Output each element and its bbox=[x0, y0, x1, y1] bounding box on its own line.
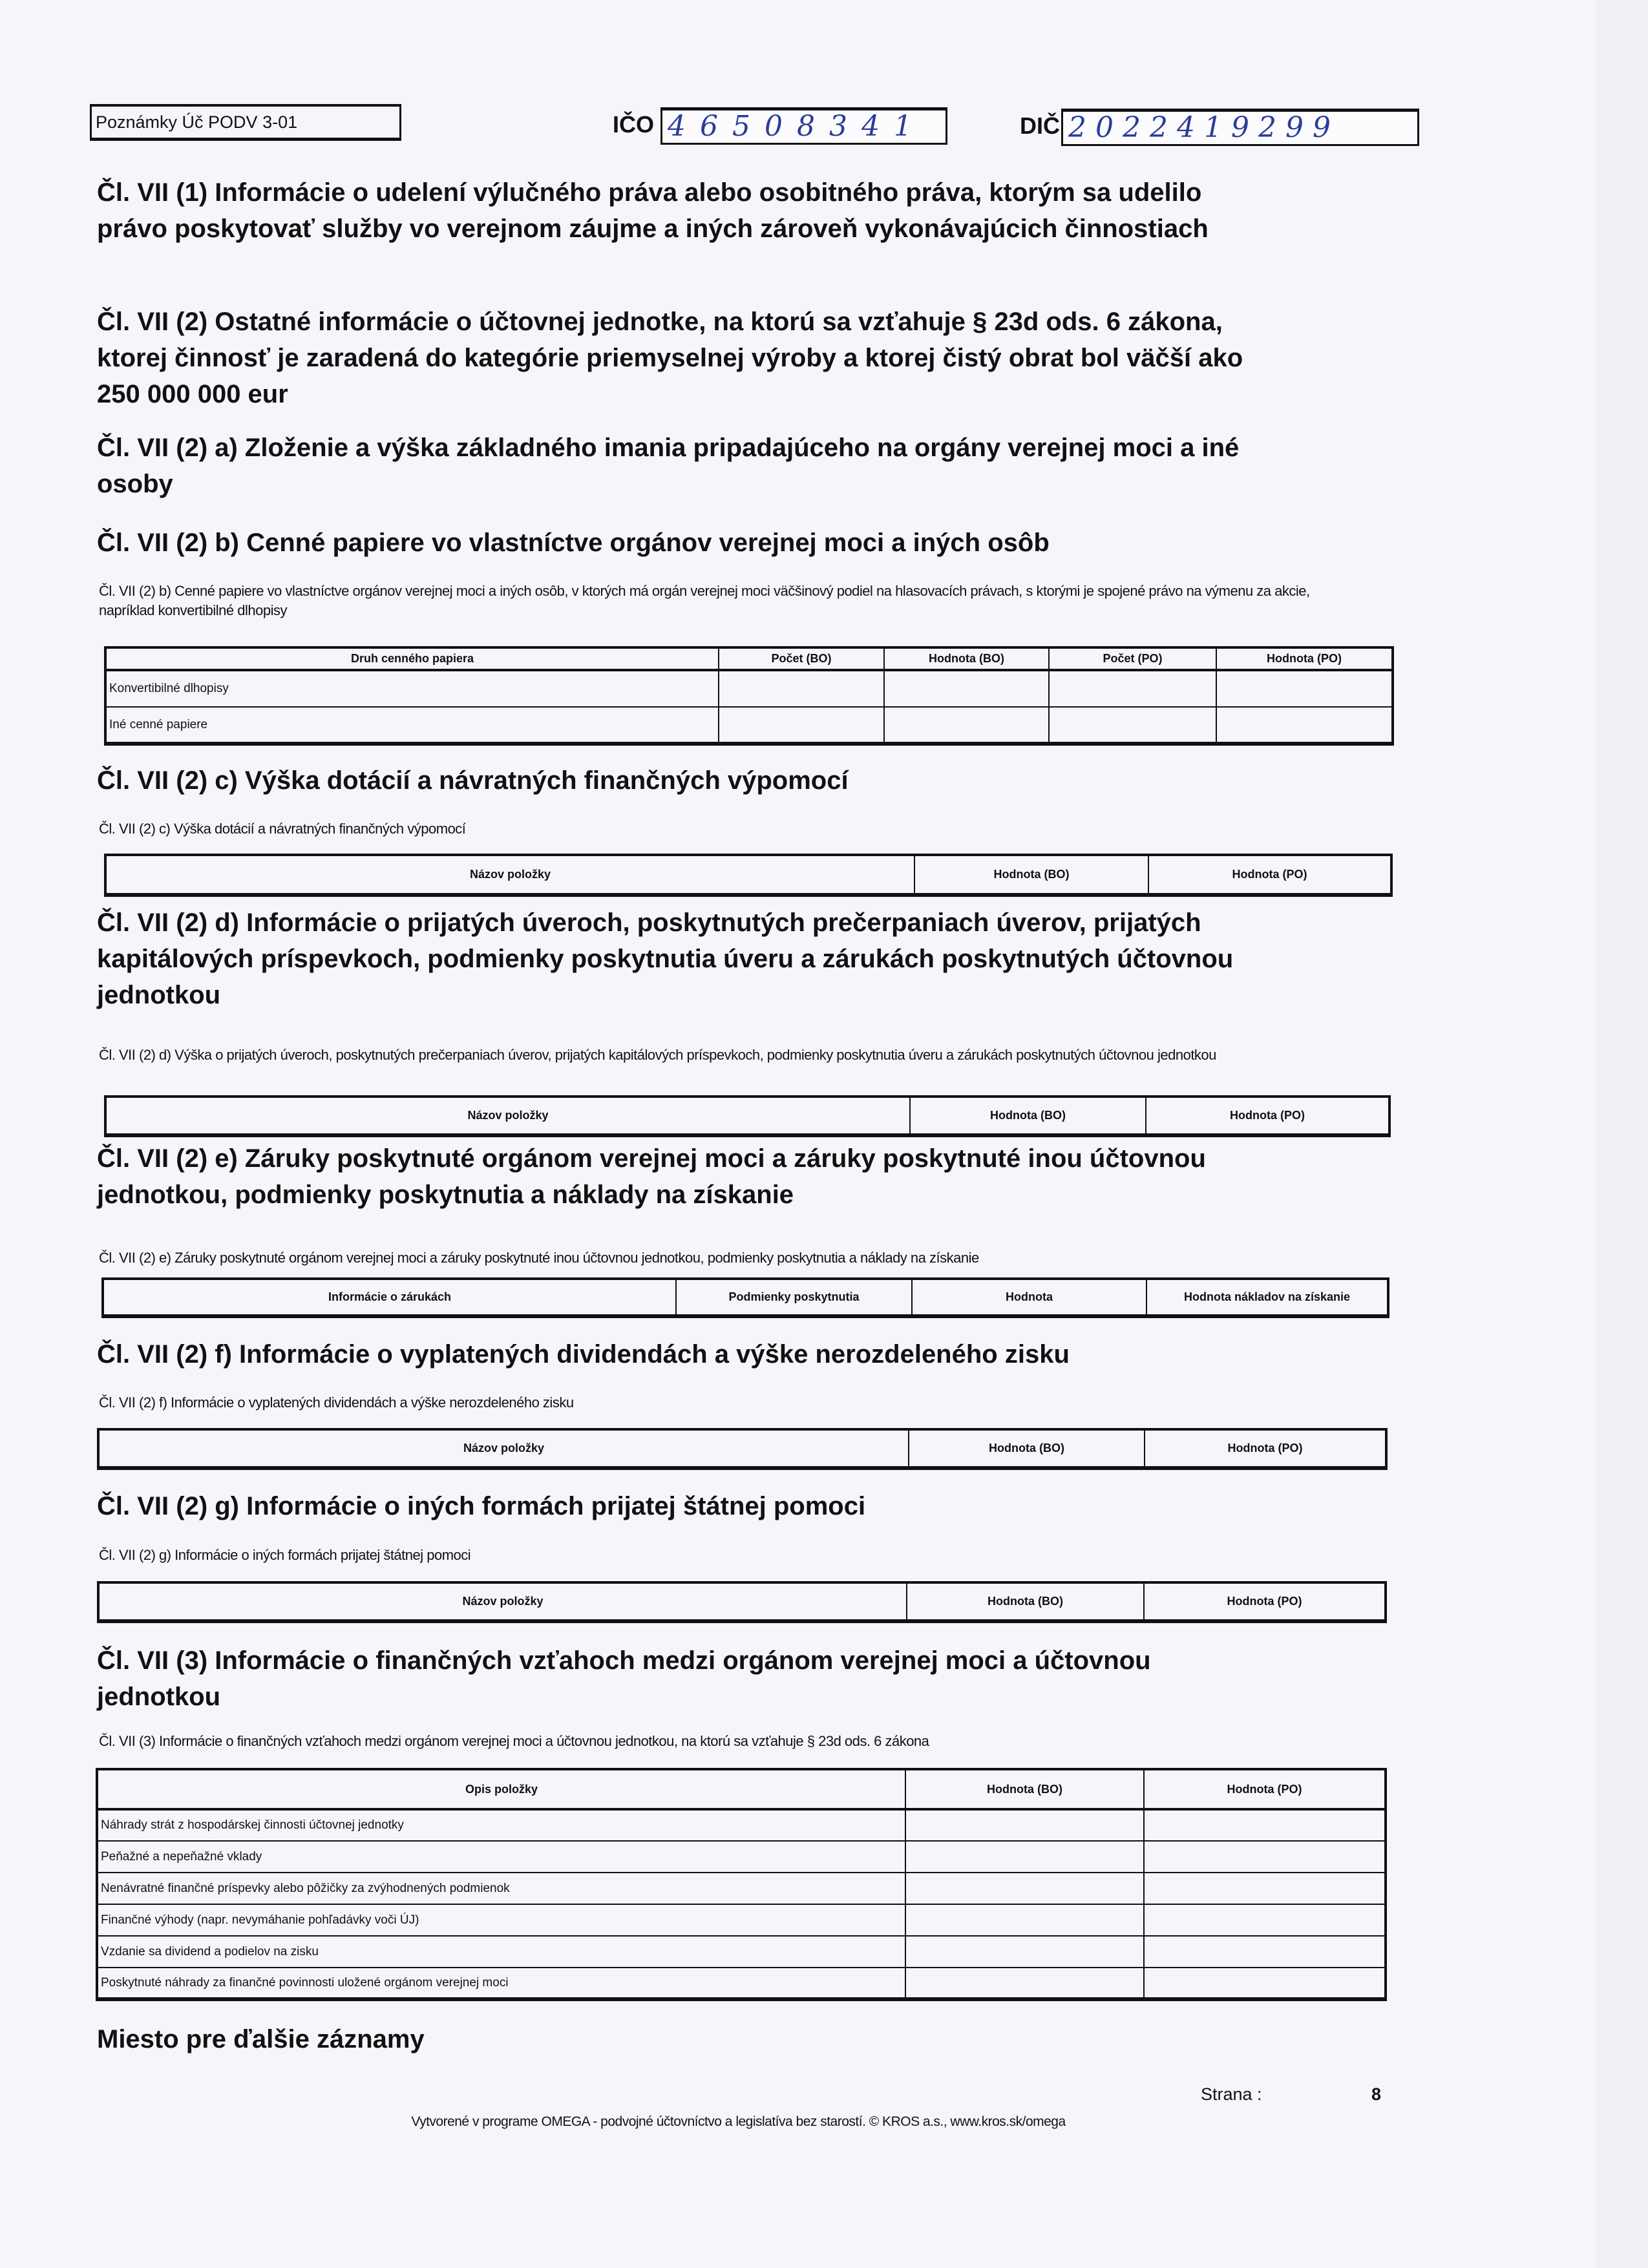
value-cell[interactable] bbox=[884, 707, 1049, 744]
section-heading-vii1: Čl. VII (1) Informácie o udelení výlučného práva alebo osobitného práva, ktorým sa udelilo právo poskytovať služby vo verejnom záujme a iných zároveň vykonávajúcich činnostiach bbox=[97, 178, 1209, 243]
section-heading-vii2f: Čl. VII (2) f) Informácie o vyplatených dividendách a výške nerozdeleného zisku bbox=[97, 1340, 1070, 1369]
value-cell[interactable] bbox=[905, 1809, 1144, 1841]
value-cell[interactable] bbox=[1144, 1936, 1386, 1968]
value-cell[interactable] bbox=[1144, 1809, 1386, 1841]
value-cell[interactable] bbox=[1144, 1841, 1386, 1873]
column-header: Informácie o zárukách bbox=[103, 1279, 676, 1316]
column-header: Hodnota (BO) bbox=[907, 1582, 1144, 1621]
value-cell[interactable] bbox=[719, 670, 884, 707]
section-note-vii2e: Čl. VII (2) e) Záruky poskytnuté orgánom verejnej moci a záruky poskytnuté inou účtovnou jednotkou, podmienky poskytnutia a náklady na získanie bbox=[99, 1250, 979, 1266]
value-cell[interactable] bbox=[905, 1936, 1144, 1968]
table-vii2d bbox=[104, 1095, 1391, 1137]
section-heading-vii2b: Čl. VII (2) b) Cenné papiere vo vlastníctve orgánov verejnej moci a iných osôb bbox=[97, 529, 1050, 557]
column-header: Druh cenného papiera bbox=[105, 647, 719, 670]
section-note-vii2d: Čl. VII (2) d) Výška o prijatých úveroch, poskytnutých prečerpaniach úverov, prijatých kapitálových príspevkoch, podmienky poskytnutia úveru a zárukách poskytnutých účtovnou jednotkou bbox=[99, 1047, 1216, 1063]
value-cell[interactable] bbox=[1049, 707, 1216, 744]
value-cell[interactable] bbox=[1216, 707, 1393, 744]
value-cell[interactable] bbox=[1144, 1904, 1386, 1936]
row-label: Vzdanie sa dividend a podielov na zisku bbox=[97, 1936, 905, 1968]
column-header: Názov položky bbox=[98, 1582, 907, 1621]
table-header-row bbox=[105, 1097, 1389, 1135]
table-header-row bbox=[98, 1429, 1386, 1468]
row-label: Náhrady strát z hospodárskej činnosti účtovnej jednotky bbox=[97, 1809, 905, 1841]
table-vii2f bbox=[97, 1428, 1388, 1470]
value-cell[interactable] bbox=[905, 1841, 1144, 1873]
dic-label: DIČ bbox=[1020, 112, 1060, 139]
table-row bbox=[97, 1809, 1386, 1841]
notes-heading: Miesto pre ďalšie záznamy bbox=[97, 2025, 425, 2053]
section-heading-vii2e: Čl. VII (2) e) Záruky poskytnuté orgánom verejnej moci a záruky poskytnuté inou účtovnou jednotkou, podmienky poskytnutia a náklady na získanie bbox=[97, 1144, 1206, 1209]
row-label: Finančné výhody (napr. nevymáhanie pohľadávky voči ÚJ) bbox=[97, 1904, 905, 1936]
section-heading-vii2d: Čl. VII (2) d) Informácie o prijatých úveroch, poskytnutých prečerpaniach úverov, prijatých kapitálových príspevkoch, podmienky poskytnutia úveru a zárukách poskytnutých účtovnou jednotkou bbox=[97, 908, 1234, 1009]
column-header: Počet (PO) bbox=[1049, 647, 1216, 670]
value-cell[interactable] bbox=[905, 1968, 1144, 1999]
section-note-vii3: Čl. VII (3) Informácie o finančných vzťahoch medzi orgánom verejnej moci a účtovnou jednotkou, na ktorú sa vzťahuje § 23d ods. 6 zákona bbox=[99, 1733, 929, 1749]
column-header: Opis položky bbox=[97, 1769, 905, 1809]
table-header-row bbox=[103, 1279, 1388, 1316]
column-header: Hodnota (BO) bbox=[905, 1769, 1144, 1809]
ico-label: IČO bbox=[613, 111, 655, 138]
column-header: Počet (BO) bbox=[719, 647, 884, 670]
column-header: Hodnota (BO) bbox=[910, 1097, 1146, 1135]
row-label: Iné cenné papiere bbox=[105, 707, 719, 744]
section-note-vii2f: Čl. VII (2) f) Informácie o vyplatených dividendách a výške nerozdeleného zisku bbox=[99, 1394, 574, 1411]
table-row bbox=[105, 707, 1393, 744]
value-cell[interactable] bbox=[905, 1904, 1144, 1936]
row-label: Konvertibilné dlhopisy bbox=[105, 670, 719, 707]
row-label: Nenávratné finančné príspevky alebo pôžičky za zvýhodnených podmienok bbox=[97, 1873, 905, 1904]
page-number: 8 bbox=[1371, 2084, 1382, 2104]
dic-field[interactable]: 2022419299 bbox=[1061, 109, 1419, 146]
table-row bbox=[97, 1904, 1386, 1936]
table-header-row bbox=[105, 855, 1391, 895]
column-header: Hodnota (PO) bbox=[1146, 1097, 1389, 1135]
section-heading-vii2c: Čl. VII (2) c) Výška dotácií a návratných finančných výpomocí bbox=[97, 766, 849, 795]
section-note-vii2g: Čl. VII (2) g) Informácie o iných formách prijatej štátnej pomoci bbox=[99, 1547, 471, 1563]
form-code-box: Poznámky Úč PODV 3-01 bbox=[90, 104, 401, 141]
row-label: Poskytnuté náhrady za finančné povinnosti uložené orgánom verejnej moci bbox=[97, 1968, 905, 1999]
table-row bbox=[97, 1873, 1386, 1904]
column-header: Hodnota (PO) bbox=[1144, 1769, 1386, 1809]
table-row bbox=[105, 670, 1393, 707]
column-header: Hodnota nákladov na získanie bbox=[1146, 1279, 1388, 1316]
column-header: Názov položky bbox=[98, 1429, 909, 1468]
value-cell[interactable] bbox=[719, 707, 884, 744]
table-vii2b bbox=[104, 646, 1394, 746]
table-vii3 bbox=[96, 1768, 1387, 2001]
column-header: Hodnota bbox=[912, 1279, 1146, 1316]
section-note-vii2b: Čl. VII (2) b) Cenné papiere vo vlastníctve orgánov verejnej moci a iných osôb, v ktorých má orgán verejnej moci väčšinový podiel na hlasovacích právach, s ktorými je spojené právo na výmenu za akcie, napríklad konvertibilné dlhopisy bbox=[99, 583, 1310, 618]
value-cell[interactable] bbox=[1144, 1873, 1386, 1904]
scan-edge bbox=[1596, 0, 1648, 2268]
footer-credits: Vytvorené v programe OMEGA - podvojné účtovníctvo a legislatíva bez starostí. © KROS a.s., www.kros.sk/omega bbox=[411, 2114, 1066, 2129]
value-cell[interactable] bbox=[905, 1873, 1144, 1904]
column-header: Podmienky poskytnutia bbox=[676, 1279, 912, 1316]
table-header-row bbox=[97, 1769, 1386, 1809]
table-row bbox=[97, 1968, 1386, 1999]
section-note-vii2c: Čl. VII (2) c) Výška dotácií a návratných finančných výpomocí bbox=[99, 821, 466, 837]
ico-field[interactable]: 46508341 bbox=[660, 107, 947, 145]
column-header: Hodnota (PO) bbox=[1148, 855, 1391, 895]
column-header: Hodnota (BO) bbox=[884, 647, 1049, 670]
column-header: Názov položky bbox=[105, 855, 914, 895]
column-header: Hodnota (PO) bbox=[1216, 647, 1393, 670]
page-label: Strana : bbox=[1201, 2084, 1262, 2104]
table-row bbox=[97, 1841, 1386, 1873]
column-header: Hodnota (PO) bbox=[1145, 1429, 1386, 1468]
table-vii2g bbox=[97, 1581, 1387, 1623]
table-header-row bbox=[98, 1582, 1386, 1621]
section-heading-vii2g: Čl. VII (2) g) Informácie o iných formách prijatej štátnej pomoci bbox=[97, 1492, 866, 1520]
value-cell[interactable] bbox=[1144, 1968, 1386, 1999]
table-vii2e bbox=[101, 1277, 1389, 1318]
column-header: Hodnota (PO) bbox=[1144, 1582, 1386, 1621]
table-row bbox=[97, 1936, 1386, 1968]
value-cell[interactable] bbox=[884, 670, 1049, 707]
table-vii2c bbox=[104, 854, 1393, 897]
column-header: Názov položky bbox=[105, 1097, 910, 1135]
section-heading-vii2a: Čl. VII (2) a) Zloženie a výška základného imania pripadajúceho na orgány verejnej moci a iné osoby bbox=[97, 434, 1240, 498]
row-label: Peňažné a nepeňažné vklady bbox=[97, 1841, 905, 1873]
column-header: Hodnota (BO) bbox=[909, 1429, 1145, 1468]
value-cell[interactable] bbox=[1216, 670, 1393, 707]
section-heading-vii2: Čl. VII (2) Ostatné informácie o účtovnej jednotke, na ktorú sa vzťahuje § 23d ods. 6 zákona, ktorej činnosť je zaradená do kategórie priemyselnej výroby a ktorej čistý obrat bol väčší ako 250 000 000 eur bbox=[97, 308, 1243, 408]
table-header-row bbox=[105, 647, 1393, 670]
section-heading-vii3: Čl. VII (3) Informácie o finančných vzťahoch medzi orgánom verejnej moci a účtovnou jednotkou bbox=[97, 1646, 1151, 1711]
column-header: Hodnota (BO) bbox=[914, 855, 1148, 895]
value-cell[interactable] bbox=[1049, 670, 1216, 707]
